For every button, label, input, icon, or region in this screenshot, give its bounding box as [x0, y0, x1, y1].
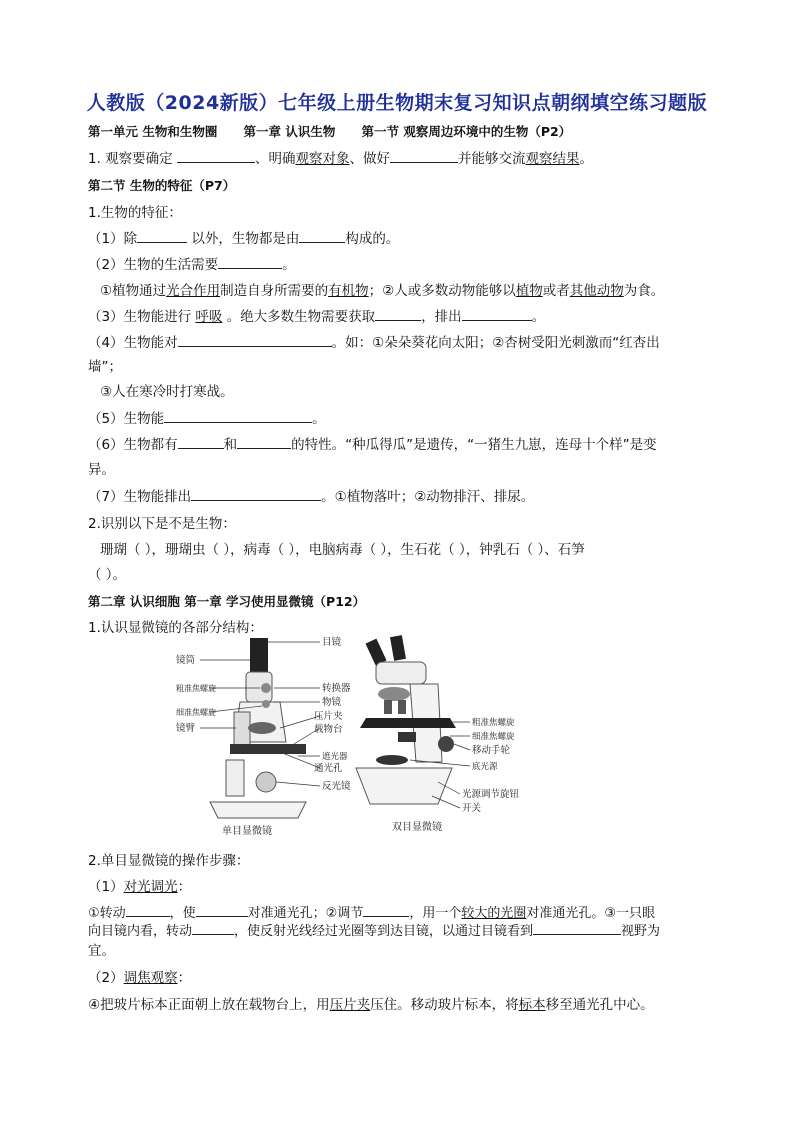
unit-heading: 第一单元 生物和生物圈 — [88, 124, 218, 139]
figure-label: 粗准焦螺旋 — [472, 718, 515, 728]
question-line: （4）生物能对 。如：①朵朵葵花向太阳；②杏树受阳光刺激而“红杏出 — [88, 335, 660, 351]
question-line: （2）调焦观察： — [88, 970, 192, 986]
question-line: （7）生物能排出 。①植物落叶；②动物排汗、排尿。 — [88, 489, 535, 505]
page-title: 人教版（2024新版）七年级上册生物期末复习知识点朝纲填空练习题版 — [86, 92, 708, 114]
answer-blank[interactable] — [462, 307, 532, 321]
answer-blank[interactable] — [126, 903, 170, 917]
question-line: 异。 — [88, 462, 115, 478]
section-header-3: 第二章 认识细胞 第一章 学习使用显微镜（P12） — [88, 594, 366, 609]
question-line: （1）对光调光： — [88, 879, 192, 895]
microscope-figure — [170, 632, 550, 840]
answer-blank[interactable] — [178, 333, 332, 347]
answer-blank[interactable] — [533, 921, 621, 935]
figure-label: 粗准焦螺旋 — [176, 684, 216, 693]
figure-label: 光源调节旋钮 — [462, 789, 520, 800]
answer-blank[interactable] — [218, 255, 282, 269]
question-line: （5）生物能 。 — [88, 411, 326, 427]
question-line: ③人在寒冷时打寒战。 — [100, 384, 234, 400]
question-line: ④把玻片标本正面朝上放在载物台上，用压片夹压住。移动玻片标本，将标本移至通光孔中心。 — [88, 997, 654, 1013]
figure-label: 镜臂 — [176, 723, 196, 734]
answer-blank[interactable] — [375, 307, 421, 321]
section-header-2: 第二节 生物的特征（P7） — [88, 178, 236, 193]
figure-caption: 单目显微镜 — [222, 826, 272, 837]
question-line: （6）生物都有 和 的特性。“种瓜得瓜”是遗传，“一猪生九崽，连母十个样”是变 — [88, 437, 657, 453]
question-line: ①植物通过光合作用制造自身所需要的有机物；②人或多数动物能够以植物或者其他动物为食。 — [100, 283, 665, 299]
answer-blank[interactable] — [137, 229, 187, 243]
section-heading: 第一节 观察周边环境中的生物（P2） — [361, 124, 572, 139]
figure-label: 细准焦螺旋 — [472, 732, 515, 742]
answer-blank[interactable] — [178, 435, 224, 449]
figure-label: 底光源 — [472, 762, 498, 772]
answer-blank[interactable] — [192, 921, 234, 935]
question-line: 1.认识显微镜的各部分结构： — [88, 620, 263, 636]
answer-blank[interactable] — [390, 149, 458, 163]
figure-caption: 双目显微镜 — [392, 822, 442, 833]
chapter-heading: 第一章 认识生物 — [243, 124, 336, 139]
question-line: （3）生物能进行 呼吸 。绝大多数生物需要获取 ，排出 。 — [88, 309, 546, 325]
question-line: 向目镜内看，转动 ，使反射光线经过光圈等到达目镜，以通过目镜看到 视野为 — [88, 921, 660, 942]
question-line: 2.识别以下是不是生物： — [88, 516, 236, 532]
figure-label: 细准焦螺旋 — [176, 708, 216, 717]
binocular-microscope-image — [356, 635, 456, 804]
question-line: 墙”； — [88, 359, 122, 375]
figure-label: 通光孔 — [314, 763, 343, 774]
figure-label: 物镜 — [322, 697, 342, 708]
answer-blank[interactable] — [237, 435, 291, 449]
figure-label: 载物台 — [314, 724, 343, 735]
question-line: （ ）。 — [88, 567, 127, 583]
question-line: 1. 观察要确定 、明确观察对象、做好 并能够交流观察结果。 — [88, 151, 593, 167]
figure-label: 压片夹 — [314, 711, 343, 722]
question-line: （1）除 以外，生物都是由 构成的。 — [88, 231, 400, 247]
answer-blank[interactable] — [191, 487, 321, 501]
question-line: 1.生物的特征： — [88, 205, 182, 221]
answer-blank[interactable] — [164, 409, 312, 423]
figure-label: 目镜 — [322, 637, 342, 648]
answer-blank[interactable] — [299, 229, 345, 243]
question-line: ①转动 ，使 对准通光孔；②调节 ，用一个较大的光圈对准通光孔。③一只眼 — [88, 903, 655, 924]
answer-blank[interactable] — [196, 903, 248, 917]
question-line: 宜。 — [88, 943, 115, 959]
figure-label: 遮光器 — [322, 752, 348, 762]
answer-blank[interactable] — [177, 149, 255, 163]
question-line: 2.单目显微镜的操作步骤： — [88, 853, 250, 869]
section-header-1 — [88, 122, 571, 142]
figure-label: 反光镜 — [322, 781, 351, 792]
figure-label: 转换器 — [322, 683, 351, 694]
question-line: 珊瑚（ ），珊瑚虫（ ），病毒（ ），电脑病毒（ ），生石花（ ），钟乳石（ ）、石笋 — [100, 542, 585, 558]
figure-label: 移动手轮 — [472, 745, 511, 756]
answer-blank[interactable] — [363, 903, 409, 917]
figure-label: 开关 — [462, 803, 482, 814]
question-line: （2）生物的生活需要 。 — [88, 257, 296, 273]
figure-label: 镜筒 — [176, 655, 196, 666]
